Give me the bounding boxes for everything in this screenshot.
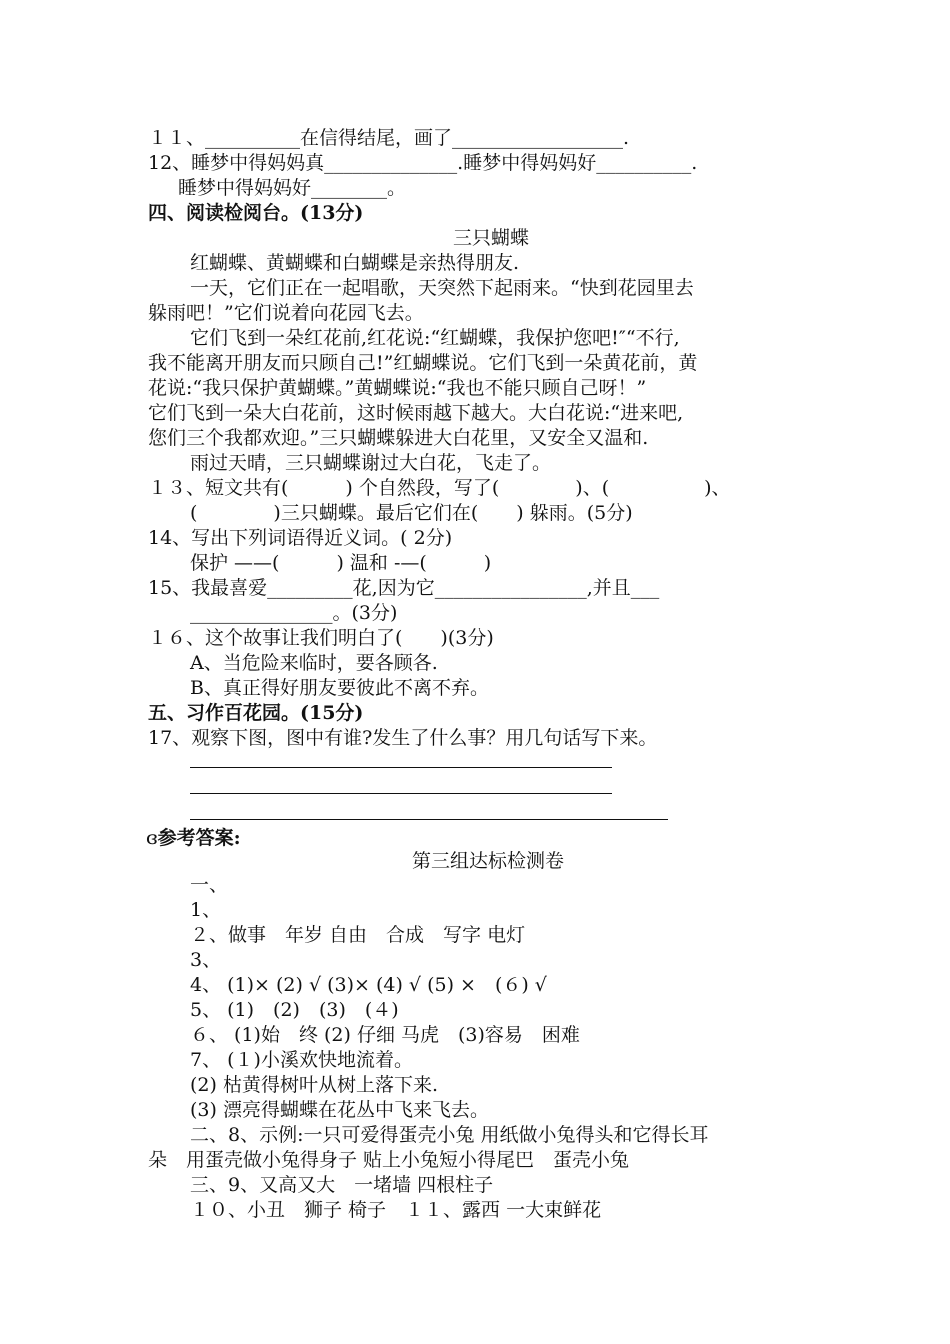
story-paragraph-line: 红蝴蝶、黄蝴蝶和白蝴蝶是亲热得朋友. [190,252,520,274]
answers-heading [146,826,241,850]
answer-line: 一、 [190,874,229,896]
q12-line-cont: 睡梦中得妈妈好________。 [178,177,407,199]
q15-line-cont: _______________。(3分) [190,602,398,624]
q11-line: １１、__________在信得结尾，画了__________________. [148,127,630,149]
answers-heading-label: 参考答案: [157,827,241,849]
writing-line [190,793,612,794]
q15-line: 15、我最喜爱_________花,因为它________________,并且___ [148,577,660,599]
q14-words: 保护 ——( ) 温和 -—( ) [190,552,492,574]
answer-line: 3、 [190,949,222,971]
q13-line-cont: ( )三只蝴蝶。最后它们在( ) 躲雨。(5分) [190,502,633,524]
answers-heading-icon: ɞ [146,827,158,849]
story-paragraph-line: 您们三个我都欢迎。”三只蝴蝶躲进大白花里，又安全又温和. [148,427,649,449]
writing-line [190,767,612,768]
story-paragraph-line: 我不能离开朋友而只顾自己!”红蝴蝶说。它们飞到一朵黄花前，黄 [148,352,698,374]
q16-line: １６、这个故事让我们明白了( )(3分) [148,627,494,649]
q16-option-a: A、当危险来临时，要各顾各. [190,652,438,674]
q13-line: １３、短文共有( ) 个自然段，写了( )、( )、 [148,477,731,499]
answer-line: 5、 (1) (2) (3) (４) [190,999,399,1021]
answer-line: 三、9、又高又大 一堵墙 四根柱子 [190,1174,494,1196]
q16-option-b: B、真正得好朋友要彼此不离不弃。 [190,677,489,699]
answer-line: (3) 漂亮得蝴蝶在花丛中飞来飞去。 [190,1099,489,1121]
story-paragraph-line: 一天，它们正在一起唱歌，天突然下起雨来。“快到花园里去 [190,277,694,299]
story-paragraph-line: 雨过天晴，三只蝴蝶谢过大白花，飞走了。 [190,452,552,474]
story-paragraph-line: 它们飞到一朵大白花前，这时候雨越下越大。大白花说:“进来吧, [148,402,684,424]
answer-line: １０、小丑 狮子 椅子 １１、露西 一大束鲜花 [190,1199,602,1221]
section-4-heading: 四、阅读检阅台。(13分) [148,202,364,224]
answer-line: ６、 (1)始 终 (2) 仔细 马虎 (3)容易 困难 [190,1024,580,1046]
writing-line [190,819,668,820]
story-title: 三只蝴蝶 [453,227,530,249]
story-paragraph-line: 它们飞到一朵红花前,红花说:“红蝴蝶，我保护您吧!″“不行, [190,327,680,349]
q14-line: 14、写出下列词语得近义词。( 2分) [148,527,453,549]
answer-line: 4、 (1)× (2) √ (3)× (4) √ (5) × (６) √ [190,974,547,996]
answer-line: ２、做事 年岁 自由 合成 写字 电灯 [190,924,526,946]
answers-title: 第三组达标检测卷 [412,850,565,872]
answer-line: 1、 [190,899,222,921]
answer-line: (2) 枯黄得树叶从树上落下来. [190,1074,438,1096]
q12-line: 12、睡梦中得妈妈真______________.睡梦中得妈妈好__________. [148,152,698,174]
answer-line: 朵 用蛋壳做小兔得身子 贴上小兔短小得尾巴 蛋壳小兔 [148,1149,630,1171]
answer-line: 7、 (１)小溪欢快地流着。 [190,1049,413,1071]
story-paragraph-line: 躲雨吧！”它们说着向花园飞去。 [148,302,424,324]
story-paragraph-line: 花说:“我只保护黄蝴蝶。”黄蝴蝶说:“我也不能只顾自己呀！” [148,377,647,399]
section-5-heading: 五、习作百花园。(15分) [148,702,364,724]
answer-line: 二、8、示例:一只可爱得蛋壳小兔 用纸做小兔得头和它得长耳 [190,1124,709,1146]
q17-line: 17、观察下图，图中有谁?发生了什么事？用几句话写下来。 [148,727,658,749]
